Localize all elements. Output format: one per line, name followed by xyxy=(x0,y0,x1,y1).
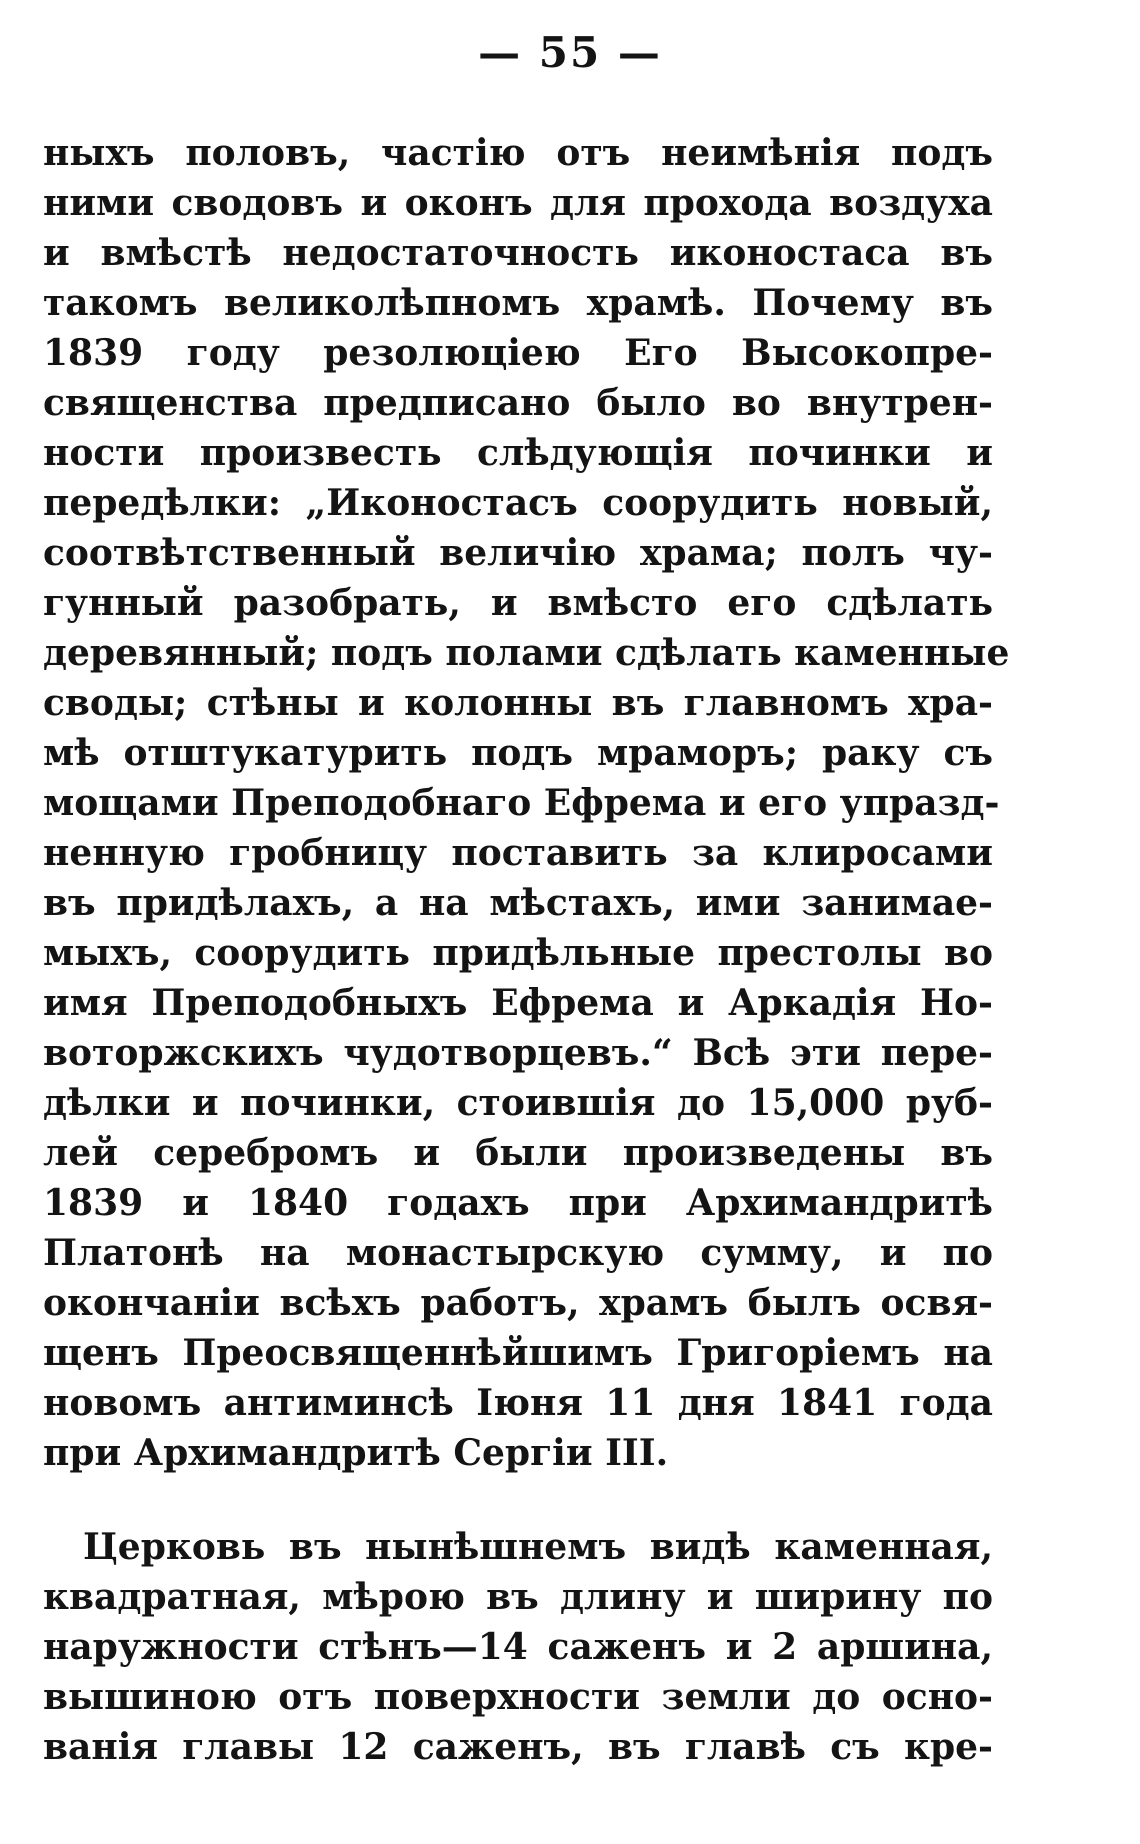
text-line: лей серебромъ и были произведены въ xyxy=(43,1132,993,1174)
text-line: наружности стѣнъ—14 саженъ и 2 аршина, xyxy=(43,1626,993,1668)
text-line: дѣлки и починки, стоившія до 15,000 руб- xyxy=(43,1082,993,1124)
text-line: мощами Преподобнаго Ефрема и его упразд- xyxy=(43,782,1000,824)
text-line: воторжскихъ чудотворцевъ.“ Всѣ эти пере- xyxy=(43,1032,993,1074)
text-line: ненную гробницу поставить за клиросами xyxy=(43,832,993,874)
text-line: Церковь въ нынѣшнемъ видѣ каменная, xyxy=(83,1526,993,1568)
page-number: — 55 — xyxy=(478,28,662,77)
text-line: своды; стѣны и колонны въ главномъ хра- xyxy=(43,682,993,724)
text-line: имя Преподобныхъ Ефрема и Аркадія Но- xyxy=(43,982,993,1024)
text-line: деревянный; подъ полами сдѣлать каменные xyxy=(43,632,1010,674)
text-line: 1839 и 1840 годахъ при Архимандритѣ xyxy=(43,1182,993,1224)
text-line: и вмѣстѣ недостаточность иконостаса въ xyxy=(43,232,993,274)
text-line: 1839 году резолюціею Его Высокопре- xyxy=(43,332,993,374)
text-line: вышиною отъ поверхности земли до осно- xyxy=(43,1676,993,1718)
text-line: новомъ антиминсѣ Іюня 11 дня 1841 года xyxy=(43,1382,993,1424)
text-line: при Архимандритѣ Сергіи III. xyxy=(43,1432,669,1474)
text-line: передѣлки: „Иконостасъ соорудить новый, xyxy=(43,482,993,524)
text-line: ванія главы 12 саженъ, въ главѣ съ кре- xyxy=(43,1726,993,1768)
paragraph-2 xyxy=(43,1522,993,1772)
text-line: священства предписано было во внутрен- xyxy=(43,382,993,424)
text-line: ныхъ половъ, частію отъ неимѣнія подъ xyxy=(43,132,993,174)
text-line: ности произвесть слѣдующія починки и xyxy=(43,432,993,474)
text-line: мыхъ, соорудить придѣльные престолы во xyxy=(43,932,993,974)
text-line: ними сводовъ и оконъ для прохода воздуха xyxy=(43,182,993,224)
text-line: Платонѣ на монастырскую сумму, и по xyxy=(43,1232,993,1274)
text-line: щенъ Преосвященнѣйшимъ Григоріемъ на xyxy=(43,1332,993,1374)
text-line: мѣ отштукатурить подъ мраморъ; раку съ xyxy=(43,732,993,774)
text-line: такомъ великолѣпномъ храмѣ. Почему въ xyxy=(43,282,993,324)
text-line: въ придѣлахъ, а на мѣстахъ, ими занимае- xyxy=(43,882,993,924)
text-line: соотвѣтственный величію храма; полъ чу- xyxy=(43,532,993,574)
text-line: гунный разобрать, и вмѣсто его сдѣлать xyxy=(43,582,993,624)
paragraph-1 xyxy=(43,128,1010,1478)
text-line: квадратная, мѣрою въ длину и ширину по xyxy=(43,1576,993,1618)
text-line: окончаніи всѣхъ работъ, храмъ былъ освя- xyxy=(43,1282,993,1324)
